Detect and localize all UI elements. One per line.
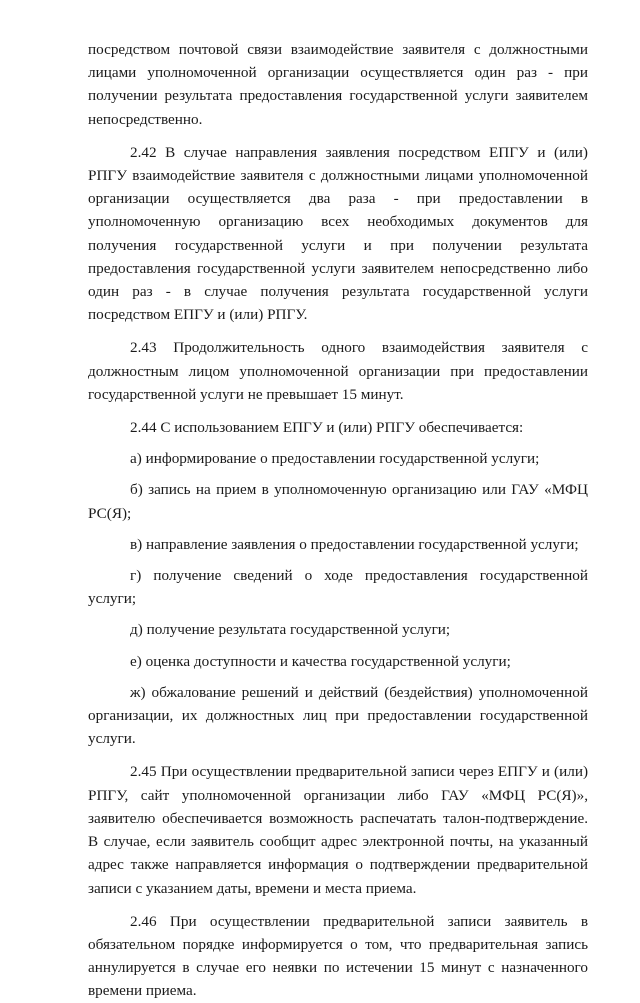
list-item-g: г) получение сведений о ходе предоставления государственной услуги; xyxy=(88,567,588,608)
paragraph-2-42: 2.42 В случае направления заявления посредством ЕПГУ и (или) РПГУ взаимодействие заявителя с должностными лицами уполномоченной организации осуществляется два раза - при предоставлении в уполномоченную организацию всех необходимых документов для получения государственной услуги и при получении результата предоставления государственной услуги заявителем непосредственно либо один раз - в случае получения результата государственной услуги посредством ЕПГУ и (или) РПГУ. xyxy=(88,143,588,324)
document-body xyxy=(88,38,588,1003)
paragraph-2-45: 2.45 При осуществлении предварительной записи через ЕПГУ и (или) РПГУ, сайт уполномоченной организации либо ГАУ «МФЦ РС(Я)», заявителю обеспечивается возможность распечатать талон-подтверждение. В случае, если заявитель сообщит адрес электронной почты, на указанный адрес также направляется информация о подтверждении предварительной записи с указанием даты, времени и места приема. xyxy=(88,763,588,897)
paragraph-2-43: 2.43 Продолжительность одного взаимодействия заявителя с должностным лицом уполномоченной организации при предоставлении государственной услуги не превышает 15 минут. xyxy=(88,339,588,403)
list-item-e: е) оценка доступности и качества государственной услуги; xyxy=(130,652,511,670)
list-item-zh: ж) обжалование решений и действий (бездействия) уполномоченной организации, их должностных лиц при предоставлении государственной услуги. xyxy=(88,683,588,748)
paragraph-2-46: 2.46 При осуществлении предварительной записи заявитель в обязательном порядке информируется о том, что предварительная запись аннулируется в случае его неявки по истечении 15 минут с назначенного времени приема. xyxy=(88,912,588,1000)
list-item-b: б) запись на прием в уполномоченную организацию или ГАУ «МФЦ РС(Я); xyxy=(88,481,588,522)
list-item-v: в) направление заявления о предоставлении государственной услуги; xyxy=(130,535,579,553)
paragraph-2-44: 2.44 С использованием ЕПГУ и (или) РПГУ обеспечивается: xyxy=(130,419,524,437)
paragraph-continuation: посредством почтовой связи взаимодействие заявителя с должностными лицами уполномоченной организации осуществляется один раз - при получении результата предоставления государственной услуги заявителем непосредственно. xyxy=(88,41,588,128)
list-item-d: д) получение результата государственной услуги; xyxy=(130,621,451,639)
list-item-a: а) информирование о предоставлении государственной услуги; xyxy=(130,450,540,468)
